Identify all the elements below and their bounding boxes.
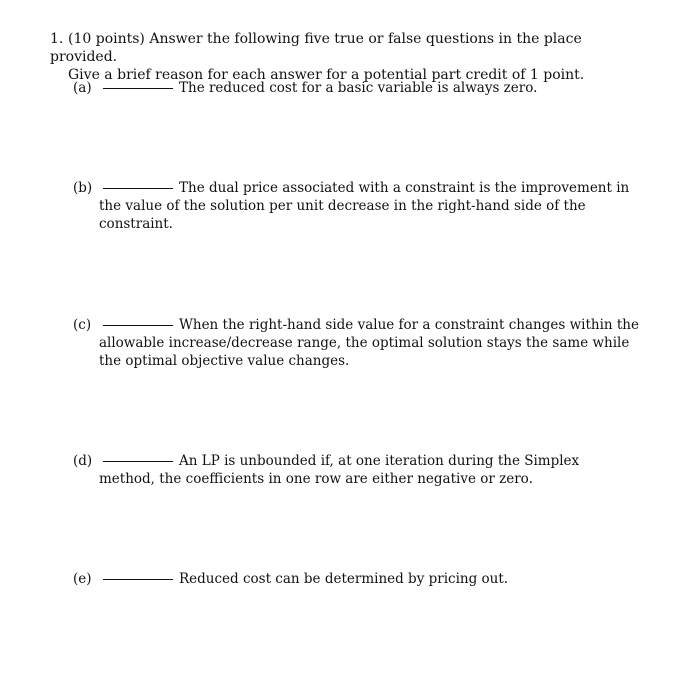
item-label: (e) (73, 571, 92, 587)
item-statement: An LP is unbounded if, at one iteration during the Simplex (179, 453, 580, 469)
answer-blank-c[interactable] (103, 325, 173, 326)
item-statement: The dual price associated with a constraint is the improvement in (179, 180, 630, 196)
item-label: (a) (73, 80, 92, 96)
item-statement: The reduced cost for a basic variable is always zero. (179, 80, 538, 96)
item-statement-cont: constraint. (99, 216, 173, 232)
item-statement: Reduced cost can be determined by pricing out. (179, 571, 509, 587)
item-c (73, 316, 639, 370)
question-header (50, 30, 650, 84)
question-intro: (10 points) Answer the following five true or false questions in the place provided. (50, 31, 582, 65)
item-label: (b) (73, 180, 93, 196)
answer-blank-a[interactable] (103, 88, 173, 89)
item-a (73, 79, 633, 97)
question-line-1 (50, 30, 650, 66)
item-statement-cont: the value of the solution per unit decrease in the right-hand side of the (99, 198, 586, 214)
answer-blank-b[interactable] (103, 188, 173, 189)
item-statement-cont: the optimal objective value changes. (99, 353, 350, 369)
item-d (73, 452, 633, 488)
item-statement-cont: method, the coefficients in one row are either negative or zero. (99, 471, 533, 487)
item-label: (d) (73, 453, 93, 469)
item-b (73, 179, 633, 233)
item-label: (c) (73, 317, 92, 333)
question-line-2: Give a brief reason for each answer for a potential part credit of 1 point. (68, 67, 585, 83)
item-e (73, 570, 633, 588)
item-statement: When the right-hand side value for a constraint changes within the (179, 317, 639, 333)
answer-blank-d[interactable] (103, 461, 173, 462)
answer-blank-e[interactable] (103, 579, 173, 580)
question-number: 1. (50, 31, 64, 47)
item-statement-cont: allowable increase/decrease range, the optimal solution stays the same while (99, 335, 630, 351)
